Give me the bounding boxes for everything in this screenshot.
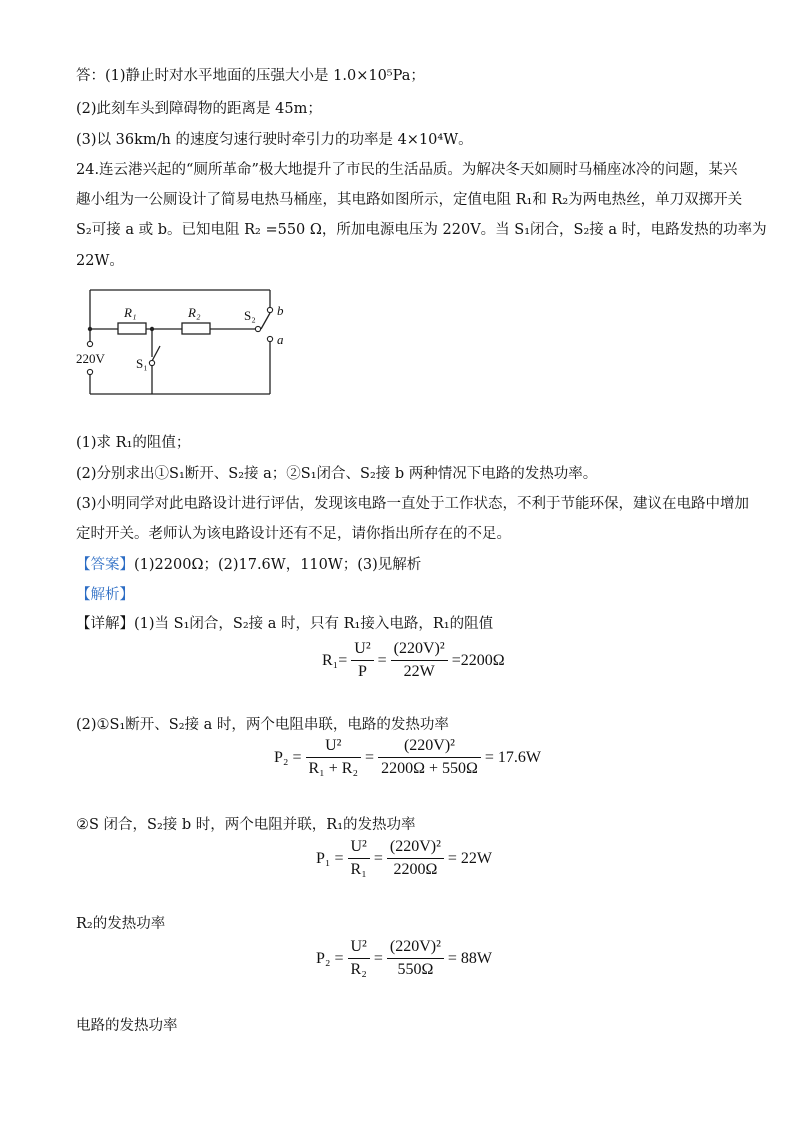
terminal-a — [267, 336, 272, 341]
formula-p2-den1: R₂ — [350, 961, 367, 978]
formula-p2-series-rhs: = 17.6W — [484, 748, 541, 766]
problem-stem-line-2: 趣小组为一公厕设计了简易电热马桶座，其电路如图所示，定值电阻 R₁和 R₂为两电热丝，单刀双掷开关 — [76, 192, 743, 208]
formula-p1-num1: U² — [348, 838, 370, 859]
detail-line-2: (2)①S₁断开、S₂接 a 时，两个电阻串联，电路的发热功率 — [76, 717, 449, 733]
formula-p2-series-num2: (220V)² — [378, 737, 481, 758]
label-a: a — [277, 332, 284, 347]
answer-line — [76, 553, 421, 574]
prev-answer-line-1: 答：(1)静止时对水平地面的压强大小是 1.0×10⁵Pa； — [76, 68, 425, 84]
formula-r1: R₁= $\frac{\text{U²}}{P}$ = $\frac{\text{(220V)²}}{22W}$ =2200Ω — [322, 640, 505, 680]
formula-p2-rhs: = 88W — [447, 949, 493, 967]
detail-tag: 【详解】 — [76, 616, 134, 632]
label-s1: S₁ — [136, 356, 148, 371]
supply-terminal-bottom — [87, 369, 92, 374]
formula-r1-den1: P — [358, 663, 367, 680]
question-3-line-1: (3)小明同学对此电路设计进行评估，发现该电路一直处于工作状态，不利于节能环保，建议在电路中增加 — [76, 496, 750, 512]
formula-p2-den2: 550Ω — [397, 961, 434, 978]
formula-p2-num1: U² — [348, 938, 370, 959]
formula-r1-num2: (220V)² — [391, 640, 448, 661]
formula-r1-num1: U² — [351, 640, 373, 661]
formula-p2-series: P₂ = $\frac{\text{U²}}{\text{R₁ + R₂}}$ = $\frac{\text{(220V)²}}{2200\Omega + 550\Omega}$ = 17.6W — [274, 737, 541, 777]
detail-text-1: (1)当 S₁闭合，S₂接 a 时，只有 R₁接入电路，R₁的阻值 — [134, 616, 494, 632]
s2-pivot-terminal — [255, 326, 260, 331]
formula-p2-series-lhs: P₂ = — [274, 748, 302, 766]
label-voltage: 220V — [76, 351, 105, 366]
formula-p1-parallel: P₁ = $\frac{\text{U²}}{\text{R₁}}$ = $\frac{\text{(220V)²}}{2200\Omega}$ = 22W — [316, 838, 493, 878]
label-s2: S₂ — [244, 308, 256, 323]
detail-line-4: R₂的发热功率 — [76, 916, 166, 932]
formula-p1-lhs: P₁ = — [316, 849, 344, 867]
question-2: (2)分别求出①S₁断开、S₂接 a；②S₁闭合、S₂接 b 两种情况下电路的发热功率。 — [76, 466, 598, 482]
formula-p2-series-den1: R₁ + R₂ — [308, 760, 359, 777]
formula-p1-den2: 2200Ω — [393, 861, 438, 878]
detail-line-3: ②S 闭合，S₂接 b 时，两个电阻并联，R₁的发热功率 — [76, 817, 416, 833]
question-1: (1)求 R₁的阻值； — [76, 435, 191, 451]
terminal-b — [267, 307, 272, 312]
supply-terminal-top — [87, 341, 92, 346]
formula-p2-series-den2: 2200Ω + 550Ω — [381, 760, 478, 777]
formula-p2-num2: (220V)² — [387, 938, 444, 959]
formula-r1-lhs: R₁= — [322, 651, 348, 669]
detail-line-1 — [76, 612, 493, 633]
formula-r1-den2: 22W — [403, 663, 435, 680]
answer-tag: 【答案】 — [76, 557, 134, 573]
prev-answer-line-3: (3)以 36km/h 的速度匀速行驶时牵引力的功率是 4×10⁴W。 — [76, 132, 473, 148]
question-3-line-2: 定时开关。老师认为该电路设计还有不足，请你指出所存在的不足。 — [76, 526, 511, 542]
prev-answer-line-2: (2)此刻车头到障碍物的距离是 45m； — [76, 101, 322, 117]
answer-text: (1)2200Ω；(2)17.6W，110W；(3)见解析 — [134, 557, 422, 573]
formula-p2-lhs: P₂ = — [316, 949, 344, 967]
resistor-r1 — [118, 323, 146, 334]
label-b: b — [277, 303, 284, 318]
formula-r1-rhs: =2200Ω — [451, 651, 505, 669]
s1-terminal — [149, 360, 154, 365]
analysis-tag: 【解析】 — [76, 587, 134, 603]
circuit-diagram — [74, 282, 304, 412]
problem-stem-line-4: 22W。 — [76, 253, 124, 269]
formula-p2-parallel: P₂ = $\frac{\text{U²}}{\text{R₂}}$ = $\frac{\text{(220V)²}}{550\Omega}$ = 88W — [316, 938, 493, 978]
formula-p1-rhs: = 22W — [447, 849, 493, 867]
formula-p1-den1: R₁ — [350, 861, 367, 878]
problem-stem-line-1: 24.连云港兴起的“厕所革命”极大地提升了市民的生活品质。为解决冬天如厕时马桶座冰冷的问题，某兴 — [76, 162, 738, 178]
label-r1: R₁ — [124, 305, 137, 320]
formula-p1-num2: (220V)² — [387, 838, 444, 859]
formula-p2-series-num1: U² — [306, 737, 362, 758]
detail-line-5: 电路的发热功率 — [76, 1018, 178, 1034]
problem-stem-line-3: S₂可接 a 或 b。已知电阻 R₂ =550 Ω，所加电源电压为 220V。当 S₁闭合，S₂接 a 时，电路发热的功率为 — [76, 222, 767, 238]
resistor-r2 — [182, 323, 210, 334]
label-r2: R₂ — [188, 305, 201, 320]
